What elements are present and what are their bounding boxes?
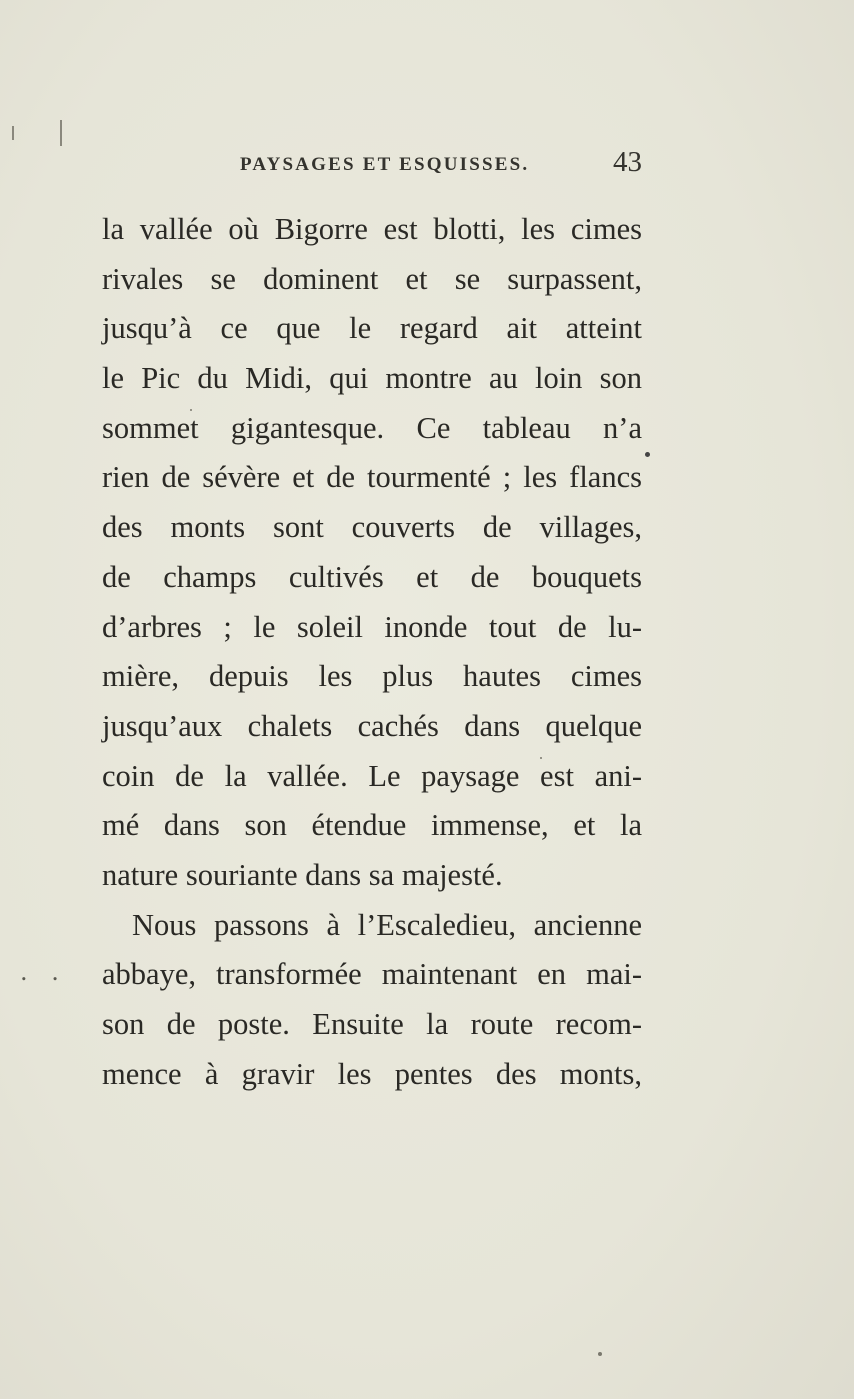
text-line: nature souriante dans sa majesté. <box>102 857 503 892</box>
body-text <box>102 205 642 1099</box>
text-line: coin de la vallée. Le paysage est ani- <box>102 758 642 793</box>
text-line: mière, depuis les plus hautes cimes <box>102 659 642 694</box>
text-line: des monts sont couverts de villages, <box>102 510 642 545</box>
paper-speck <box>190 409 192 411</box>
text-line: rivales se dominent et se surpassent, <box>102 261 642 296</box>
text-line: abbaye, transformée maintenant en mai- <box>102 957 642 992</box>
paper-speck <box>645 452 650 457</box>
text-line: mé dans son étendue immense, et la <box>102 808 642 843</box>
text-line: le Pic du Midi, qui montre au loin son <box>102 361 642 396</box>
edge-mark <box>60 120 62 146</box>
text-line: de champs cultivés et de bouquets <box>102 559 642 594</box>
text-line: la vallée où Bigorre est blotti, les cimes <box>102 212 642 246</box>
page-header <box>102 146 642 182</box>
edge-mark <box>12 126 14 140</box>
text-line: sommet gigantesque. Ce tableau n’a <box>102 410 642 445</box>
paper-speck <box>598 1352 602 1356</box>
page-number: 43 <box>613 146 642 178</box>
text-line: jusqu’aux chalets cachés dans quelque <box>102 708 642 743</box>
text-line: mence à gravir les pentes des monts, <box>102 1056 642 1091</box>
text-line: d’arbres ; le soleil inonde tout de lu- <box>102 609 642 644</box>
paper-speck <box>540 757 542 759</box>
text-line: jusqu’à ce que le regard ait atteint <box>102 311 642 346</box>
text-line: Nous passons à l’Escaledieu, ancienne <box>132 907 642 942</box>
text-line: son de poste. Ensuite la route recom- <box>102 1007 642 1041</box>
margin-marks: . . <box>20 958 67 986</box>
text-line: rien de sévère et de tourmenté ; les flancs <box>102 460 642 495</box>
running-title: PAYSAGES ET ESQUISSES. <box>240 154 530 175</box>
